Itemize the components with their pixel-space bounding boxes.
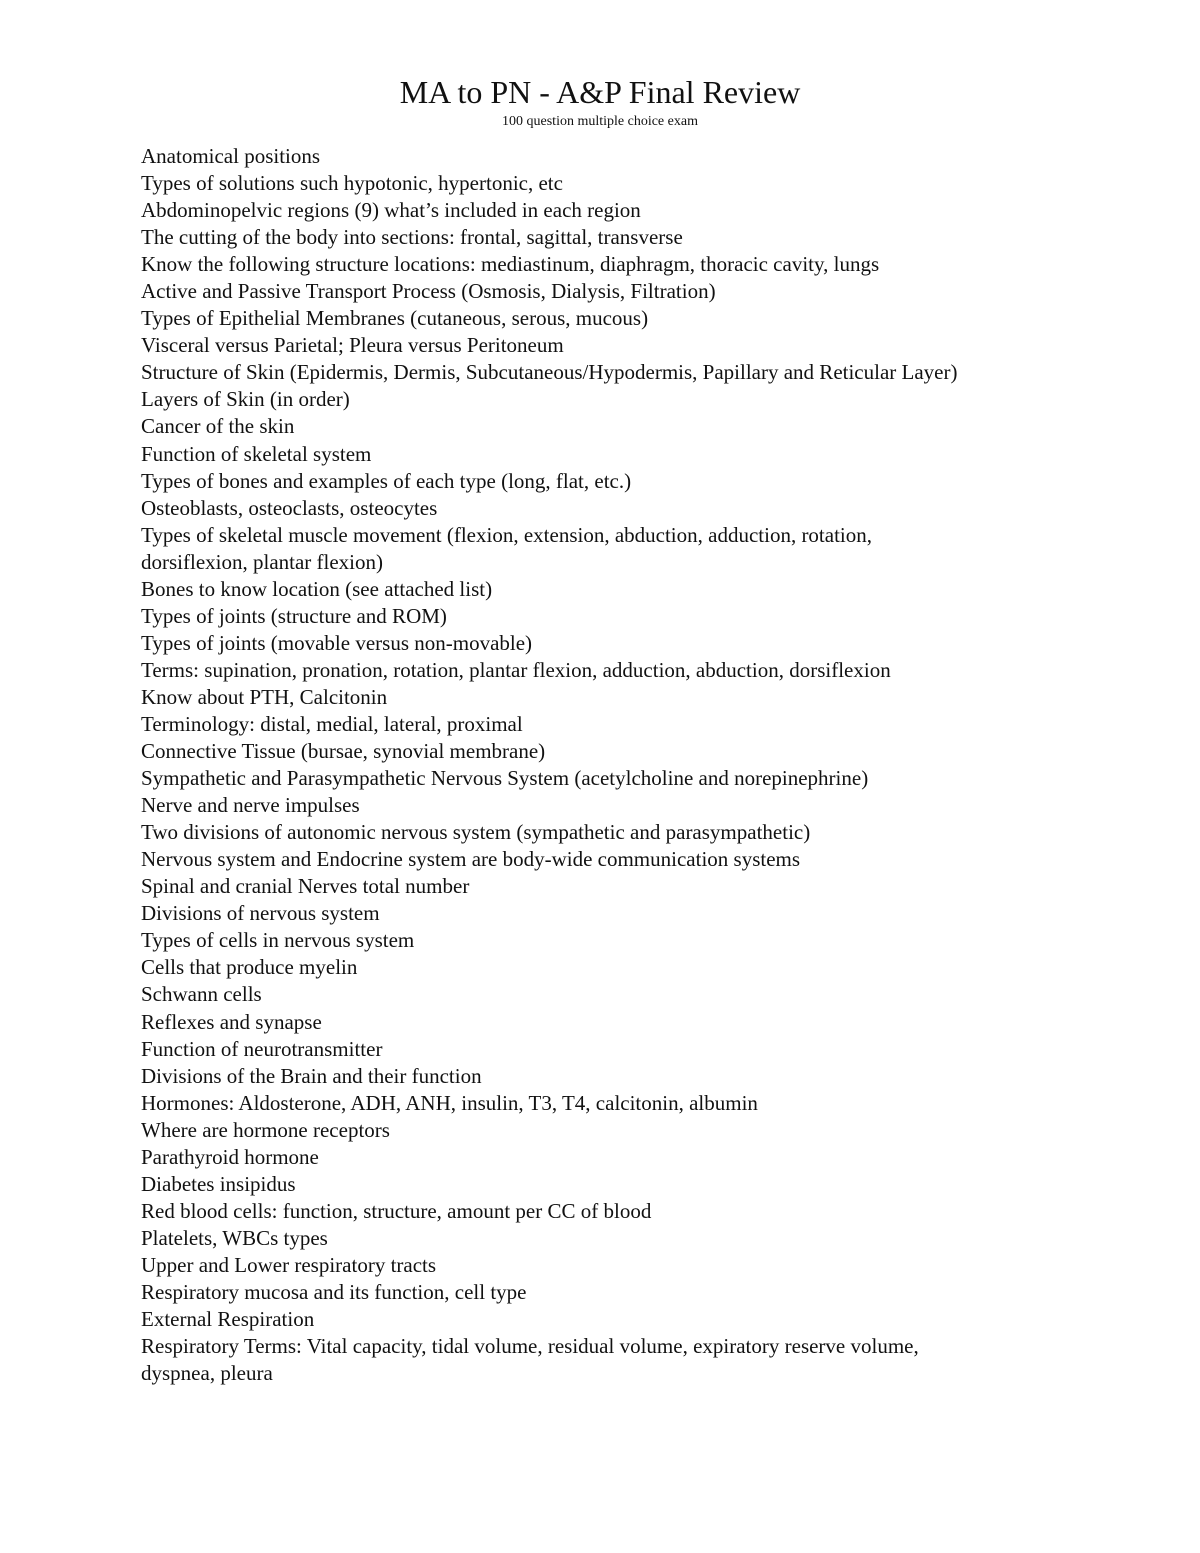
topic-line: Nerve and nerve impulses — [141, 793, 360, 818]
topic-line: dyspnea, pleura — [141, 1361, 273, 1386]
topic-line: Spinal and cranial Nerves total number — [141, 874, 470, 899]
document-subtitle: 100 question multiple choice exam — [502, 114, 698, 129]
topic-line: Abdominopelvic regions (9) what’s included in each region — [141, 198, 641, 223]
topic-line: Parathyroid hormone — [141, 1144, 319, 1169]
topic-line: Know about PTH, Calcitonin — [141, 684, 388, 709]
topic-line: Sympathetic and Parasympathetic Nervous System (acetylcholine and norepinephrine) — [141, 766, 869, 791]
topic-line: Diabetes insipidus — [141, 1171, 296, 1196]
topic-line: Nervous system and Endocrine system are body-wide communication systems — [141, 847, 801, 872]
topic-line: External Respiration — [141, 1307, 315, 1332]
topic-line: Platelets, WBCs types — [141, 1225, 328, 1250]
topic-line: Types of skeletal muscle movement (flexion, extension, abduction, adduction, rotation, — [141, 522, 873, 547]
topic-line: Red blood cells: function, structure, amount per CC of blood — [141, 1198, 652, 1223]
topic-line: Function of skeletal system — [141, 441, 372, 466]
topic-line: Osteoblasts, osteoclasts, osteocytes — [141, 495, 438, 520]
topic-line: Know the following structure locations: mediastinum, diaphragm, thoracic cavity, lungs — [141, 252, 880, 277]
topic-line: Types of solutions such hypotonic, hypertonic, etc — [141, 171, 563, 196]
topic-line: Upper and Lower respiratory tracts — [141, 1252, 437, 1277]
topic-list — [141, 143, 1101, 1387]
topic-line: Hormones: Aldosterone, ADH, ANH, insulin, T3, T4, calcitonin, albumin — [141, 1090, 758, 1115]
topic-line: Types of bones and examples of each type (long, flat, etc.) — [141, 468, 632, 493]
topic-line: Types of joints (movable versus non-movable) — [141, 630, 533, 655]
topic-line: Cells that produce myelin — [141, 955, 358, 980]
topic-line: Types of cells in nervous system — [141, 928, 415, 953]
topic-line: Terms: supination, pronation, rotation, plantar flexion, adduction, abduction, dorsiflexion — [141, 657, 891, 682]
topic-line: Terminology: distal, medial, lateral, proximal — [141, 711, 523, 736]
topic-line: Divisions of nervous system — [141, 901, 380, 926]
topic-line: Respiratory mucosa and its function, cell type — [141, 1279, 527, 1304]
topic-line: Cancer of the skin — [141, 414, 295, 439]
topic-line: Layers of Skin (in order) — [141, 387, 350, 412]
topic-line: Divisions of the Brain and their function — [141, 1063, 482, 1088]
topic-line: Two divisions of autonomic nervous system (sympathetic and parasympathetic) — [141, 820, 811, 845]
topic-line: The cutting of the body into sections: frontal, sagittal, transverse — [141, 225, 683, 250]
topic-line: Anatomical positions — [141, 144, 321, 168]
topic-line: Bones to know location (see attached list) — [141, 576, 493, 601]
topic-line: Respiratory Terms: Vital capacity, tidal volume, residual volume, expiratory reserve volume, — [141, 1334, 919, 1359]
topic-line: Active and Passive Transport Process (Osmosis, Dialysis, Filtration) — [141, 279, 716, 304]
topic-line: Function of neurotransmitter — [141, 1036, 383, 1061]
topic-line: Connective Tissue (bursae, synovial membrane) — [141, 739, 546, 764]
topic-line: Types of joints (structure and ROM) — [141, 603, 447, 628]
topic-line: Where are hormone receptors — [141, 1117, 390, 1142]
topic-line: Types of Epithelial Membranes (cutaneous, serous, mucous) — [141, 306, 649, 331]
topic-line: Structure of Skin (Epidermis, Dermis, Subcutaneous/Hypodermis, Papillary and Reticular Layer) — [141, 360, 958, 385]
topic-line: Schwann cells — [141, 982, 262, 1007]
document-title: MA to PN - A&P Final Review — [399, 74, 801, 110]
topic-line: dorsiflexion, plantar flexion) — [141, 549, 384, 574]
topic-line: Reflexes and synapse — [141, 1009, 322, 1034]
topic-line: Visceral versus Parietal; Pleura versus Peritoneum — [141, 333, 564, 358]
